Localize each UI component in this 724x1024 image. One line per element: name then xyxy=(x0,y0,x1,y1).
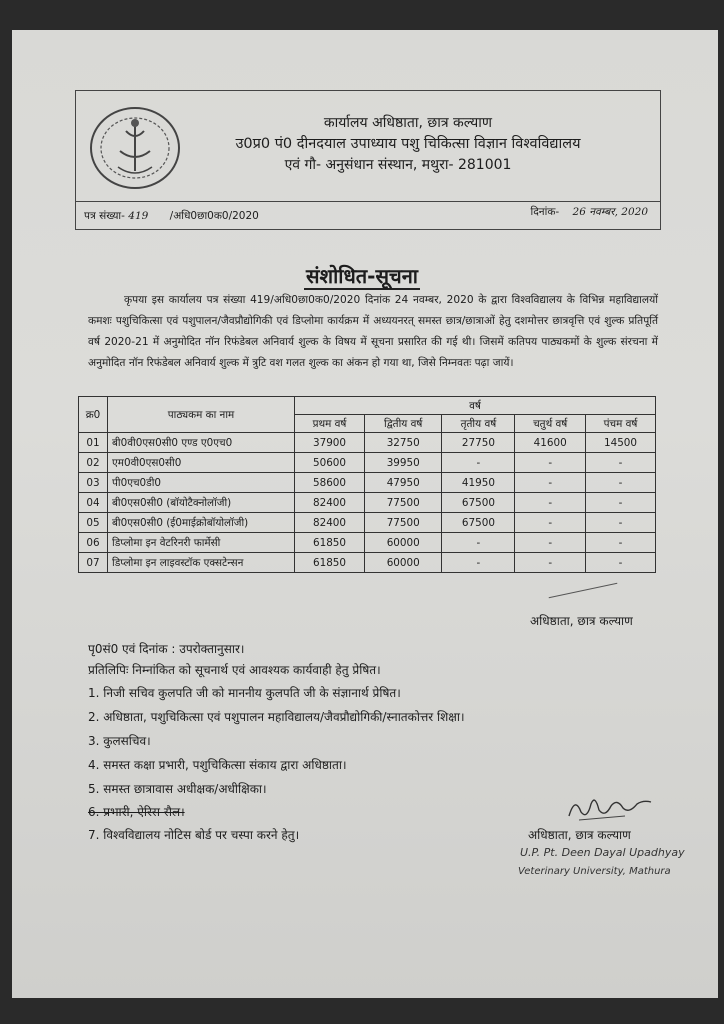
body-paragraph: कृपया इस कार्यालय पत्र संख्या 419/अधि0छा0क0/2020 दिनांक 24 नवम्बर, 2020 के द्वारा विश्वविद्यालय के विभिन्न महाविद्यालयों कमशः पशुचिकित्सा एवं पशुपालन/जैवप्रौद्योगिकी एवं डिप्लोमा कार्यक्रम में अध्ययनरत् समस्त छात्र/छात्राओं हेतु दशमोत्तर छात्रवृत्ति एवं शुल्क प्रतिपूर्ति वर्ष 2020-21 में अनुमोदित नॉन रिफंडेबल अनिवार्य शुल्क के विषय में सूचना प्रसारित की गई थी। जिसमें कतिपय पाठ्यकमों के शुल्क संरचना में अनुमोदित नॉन रिफंडेबल अनिवार्य शुल्क में त्रुटि वश गलत शुल्क का अंकन हो गया था, जिसे निम्नवतः पढ़ा जायें। xyxy=(88,294,658,369)
col-header-year-1: प्रथम वर्ष xyxy=(295,415,365,433)
stamp-line-2: Veterinary University, Mathura xyxy=(518,866,671,877)
date-value: 26 नवम्बर, 2020 xyxy=(572,206,648,218)
institute-name: एवं गौ- अनुसंधान संस्थान, मथुरा- 281001 xyxy=(284,157,512,173)
date-label: दिनांक- xyxy=(530,206,560,218)
cell-fee: - xyxy=(586,493,656,513)
ref-number: 419 xyxy=(128,210,149,222)
col-header-year-4: चतुर्थ वर्ष xyxy=(515,415,586,433)
table-header-row xyxy=(79,397,656,415)
col-header-year-5: पंचम वर्ष xyxy=(586,415,656,433)
cell-sno: 07 xyxy=(79,553,108,573)
stamp-line-1: U.P. Pt. Deen Dayal Upadhyay xyxy=(520,846,685,859)
table-row xyxy=(79,453,656,473)
cell-fee: 61850 xyxy=(295,533,365,553)
table-row xyxy=(79,473,656,493)
office-name: कार्यालय अधिष्ठाता, छात्र कल्याण xyxy=(323,115,493,131)
col-header-course: पाठ्यकम का नाम xyxy=(108,397,295,433)
cell-fee: - xyxy=(515,553,586,573)
cell-fee: - xyxy=(442,453,515,473)
table-row xyxy=(79,533,656,553)
cell-fee: 82400 xyxy=(295,493,365,513)
table-row xyxy=(79,433,656,453)
ref-line: पृ0सं0 एवं दिनांक : उपरोक्तानुसार। xyxy=(88,642,245,656)
cell-course: पी0एच0डी0 xyxy=(108,473,295,493)
cell-fee: - xyxy=(586,533,656,553)
letterhead-divider xyxy=(76,201,660,202)
list-item: 3. कुलसचिव। xyxy=(88,734,151,748)
cell-fee: - xyxy=(515,453,586,473)
cell-fee: - xyxy=(586,453,656,473)
cell-sno: 06 xyxy=(79,533,108,553)
signatory-title-final: अधिष्ठाता, छात्र कल्याण xyxy=(528,828,631,842)
reference-number xyxy=(84,209,259,223)
handwritten-signature xyxy=(565,790,655,824)
ref-suffix: /अधि0छा0क0/2020 xyxy=(169,210,259,222)
cell-fee: 58600 xyxy=(295,473,365,493)
list-item: 5. समस्त छात्रावास अधीक्षक/अधीक्षिका। xyxy=(88,782,267,796)
cell-sno: 02 xyxy=(79,453,108,473)
cell-fee: 41600 xyxy=(515,433,586,453)
cell-fee: - xyxy=(515,473,586,493)
table-row xyxy=(79,553,656,573)
cell-fee: 60000 xyxy=(365,533,442,553)
list-item: 1. निजी सचिव कुलपति जी को माननीय कुलपति जी के संज्ञानार्थ प्रेषित। xyxy=(88,686,401,700)
cell-sno: 03 xyxy=(79,473,108,493)
cell-fee: 50600 xyxy=(295,453,365,473)
cell-fee: 67500 xyxy=(442,493,515,513)
cell-fee: 61850 xyxy=(295,553,365,573)
fee-table xyxy=(78,396,656,573)
cell-fee: - xyxy=(442,533,515,553)
cell-fee: 47950 xyxy=(365,473,442,493)
cell-course: बी0एस0सी0 (ई0माईक्रोबॉयोलॉजी) xyxy=(108,513,295,533)
cell-fee: - xyxy=(586,473,656,493)
ref-label: पत्र संख्या- xyxy=(84,210,125,222)
cell-fee: 37900 xyxy=(295,433,365,453)
copy-line: प्रतिलिपिः निम्नांकित को सूचनार्थ एवं आवश्यक कार्यवाही हेतु प्रेषित। xyxy=(88,663,381,677)
letter-date xyxy=(530,205,648,219)
cell-fee: 60000 xyxy=(365,553,442,573)
cell-course: एम0वी0एस0सी0 xyxy=(108,453,295,473)
university-name: उ0प्र0 पं0 दीनदयाल उपाध्याय पशु चिकित्सा विज्ञान विश्वविद्यालय xyxy=(235,136,581,152)
cell-fee: - xyxy=(515,493,586,513)
cell-fee: 77500 xyxy=(365,493,442,513)
cell-sno: 04 xyxy=(79,493,108,513)
cell-course: बी0एस0सी0 (बॉयोटैक्नोलॉजी) xyxy=(108,493,295,513)
col-header-year-group: वर्ष xyxy=(295,397,656,415)
col-header-sno: क्र0 xyxy=(79,397,108,433)
cell-fee: 77500 xyxy=(365,513,442,533)
cell-fee: 27750 xyxy=(442,433,515,453)
cell-fee: - xyxy=(515,533,586,553)
cell-fee: 82400 xyxy=(295,513,365,533)
cell-fee: 67500 xyxy=(442,513,515,533)
cell-sno: 01 xyxy=(79,433,108,453)
cell-fee: - xyxy=(586,553,656,573)
cell-fee: 41950 xyxy=(442,473,515,493)
cell-fee: - xyxy=(586,513,656,533)
col-header-year-2: द्वितीय वर्ष xyxy=(365,415,442,433)
notice-body xyxy=(88,290,658,374)
col-header-year-3: तृतीय वर्ष xyxy=(442,415,515,433)
table-row xyxy=(79,513,656,533)
signatory-title: अधिष्ठाता, छात्र कल्याण xyxy=(530,614,633,628)
cell-course: डिप्लोमा इन वेटरिनरी फार्मेसी xyxy=(108,533,295,553)
list-item: 6. प्रभारी, ऐरिस सैल। xyxy=(88,805,185,819)
cell-fee: 39950 xyxy=(365,453,442,473)
cell-sno: 05 xyxy=(79,513,108,533)
cell-course: डिप्लोमा इन लाइवस्टॉक एक्सटेन्सन xyxy=(108,553,295,573)
list-item: 2. अधिष्ठाता, पशुचिकित्सा एवं पशुपालन महाविद्यालय/जैवप्रौद्योगिकी/स्नातकोत्तर शिक्षा। xyxy=(88,710,465,724)
cell-fee: 14500 xyxy=(586,433,656,453)
list-item: 4. समस्त कक्षा प्रभारी, पशुचिकित्सा संकाय द्वारा अधिष्ठाता। xyxy=(88,758,347,772)
table-row xyxy=(79,493,656,513)
cell-course: बी0वी0एस0सी0 एण्ड ए0एच0 xyxy=(108,433,295,453)
cell-fee: - xyxy=(515,513,586,533)
notice-title: संशोधित-सूचना xyxy=(306,264,418,288)
list-item: 7. विश्वविद्यालय नोटिस बोर्ड पर चस्पा करने हेतु। xyxy=(88,828,300,842)
letterhead xyxy=(75,90,661,230)
cell-fee: 32750 xyxy=(365,433,442,453)
cell-fee: - xyxy=(442,553,515,573)
